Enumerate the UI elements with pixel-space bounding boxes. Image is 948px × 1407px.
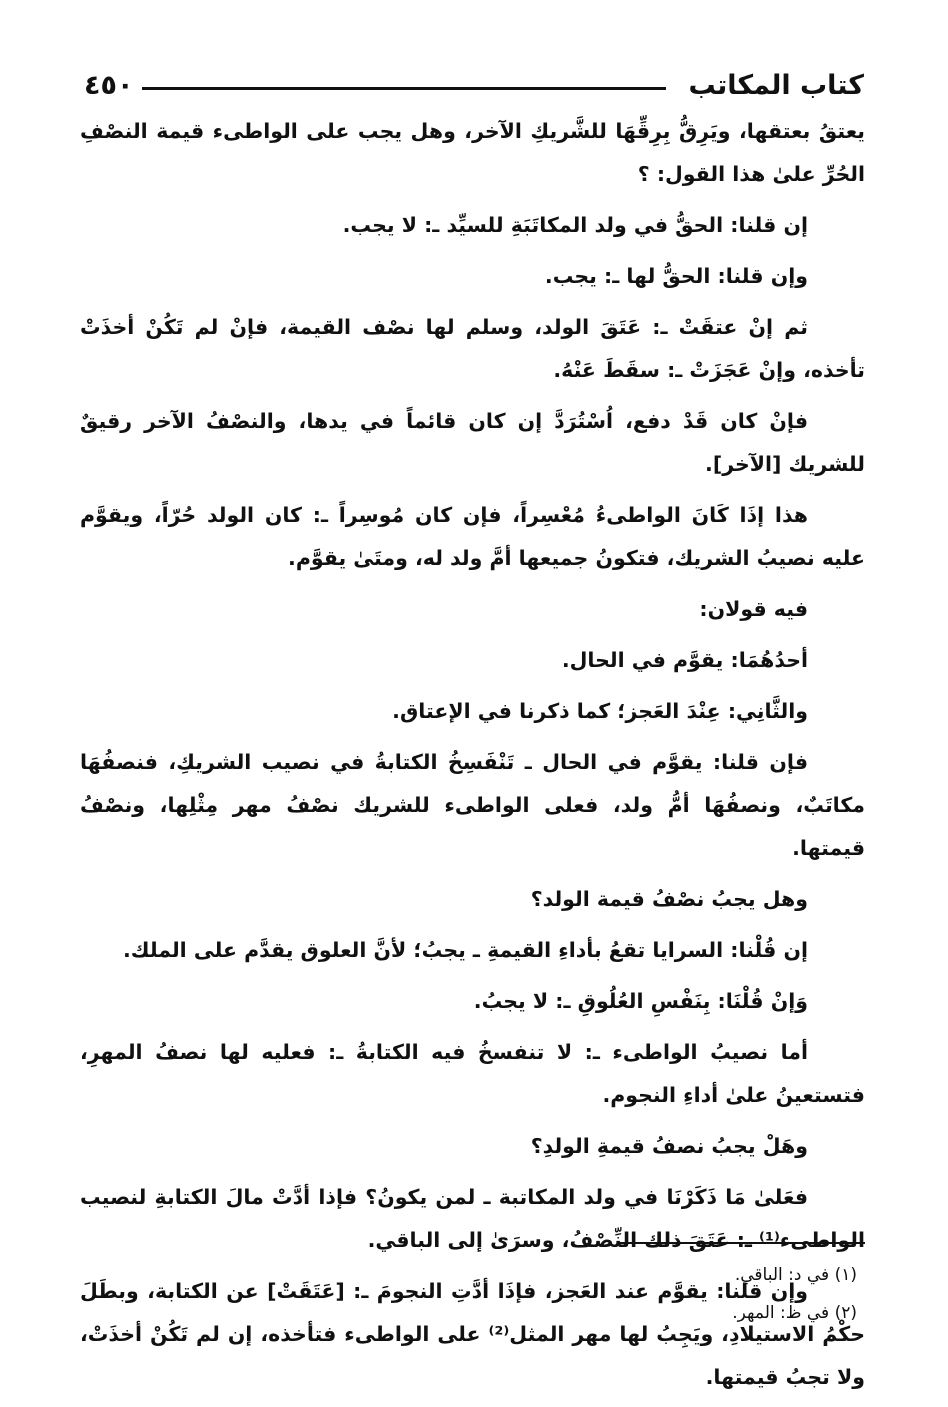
footnote: (١) في د: الباقي.	[734, 1265, 857, 1285]
paragraph: أحدُهُمَا: يقوَّم في الحال.	[561, 648, 808, 672]
footnote-separator	[620, 1242, 865, 1244]
paragraph: فإنْ كان قَدْ دفع، اُسْتُرَدَّ إن كان قائماً في يدها، والنصْفُ الآخر رقيقٌ للشريك [الآخر].	[80, 409, 865, 476]
paragraph: وإن قلنا: الحقُّ لها ـ: يجب.	[544, 264, 808, 288]
header-rule	[142, 87, 666, 90]
paragraph: وإن قلنا: يقوَّم عند العَجز، فإذَا أدَّتِ النجومَ ـ: [عَتَقَتْ] عن الكتابة، وبطَلَ حكْمُ الاستيلادِ، ويَجِبُ لها مهر المثل⁽²⁾ على الواطىء فتأخذه، إن لم تَكُنْ أخذَتْ، ولا تجبُ قيمتها.	[80, 1279, 865, 1389]
paragraph: فعَلىٰ مَا ذَكَرْنَا في ولد المكاتبة ـ لمن يكونُ؟ فإذا أدَّتْ مالَ الكتابةِ لنصيب الواطىء⁽¹⁾ ـ: عَتَقَ ذلك النِّصْفُ، وسرَىٰ إلى الباقي.	[80, 1185, 865, 1252]
paragraph: وهَلْ يجبُ نصفُ قيمةِ الولدِ؟	[530, 1134, 808, 1158]
main-text	[80, 110, 865, 1407]
paragraph: فإن قلنا: يقوَّم في الحال ـ تَنْفَسِخُ الكتابةُ في نصيب الشريكِ، فنصفُهَا مكاتَبٌ، ونصفُهَا أمُّ ولد، فعلى الواطىء للشريك نصْفُ مهر مِثْلِها، ونصْفُ قيمتها.	[80, 750, 865, 860]
book-title: كتاب المكاتب	[688, 70, 864, 101]
running-header	[84, 66, 864, 106]
paragraph: هذا إذَا كَانَ الواطىءُ مُعْسِراً، فإن كان مُوسِراً ـ: كان الولد حُرّاً، ويقوَّم عليه نصيبُ الشريك، فتكونُ جميعها أمَّ ولد له، ومتَىٰ يقوَّم.	[80, 503, 865, 570]
footnotes	[80, 1256, 865, 1332]
paragraph: وهل يجبُ نصْفُ قيمة الولد؟	[530, 887, 808, 911]
paragraph: فيه قولان:	[699, 597, 808, 621]
footnote: (٢) في ظ: المهر.	[732, 1303, 857, 1323]
paragraph: إن قُلْنا: السرايا تقعُ بأداءِ القيمةِ ـ يجبُ؛ لأنَّ العلوق يقدَّم على الملك.	[122, 938, 808, 962]
paragraph: إن قلنا: الحقُّ في ولد المكاتَبَةِ للسيِّد ـ: لا يجب.	[342, 213, 808, 237]
paragraph: ثم إنْ عتقَتْ ـ: عَتَقَ الولد، وسلم لها نصْف القيمة، فإنْ لم تَكُنْ أخذَتْ تأخذه، وإنْ عَجَزَتْ ـ: سقَطَ عَنْهُ.	[80, 315, 865, 382]
paragraph: يعتقُ بعتقها، ويَرِقُّ بِرِقِّهَا للشَّريكِ الآخر، وهل يجب على الواطىء قيمة النصْفِ الحُرِّ علىٰ هذا القول: ؟	[80, 119, 865, 186]
paragraph: وَإنْ قُلْنَا: بِنَفْسِ العُلُوقِ ـ: لا يجبُ.	[473, 989, 808, 1013]
paragraph: أما نصيبُ الواطىء ـ: لا تنفسخُ فيه الكتابةُ ـ: فعليه لها نصفُ المهرِ، فتستعينُ علىٰ أداءِ النجوم.	[80, 1040, 865, 1107]
paragraph: والثَّانِي: عِنْدَ العَجز؛ كما ذكرنا في الإعتاق.	[392, 699, 808, 723]
page-number: ٤٥٠	[84, 70, 134, 101]
